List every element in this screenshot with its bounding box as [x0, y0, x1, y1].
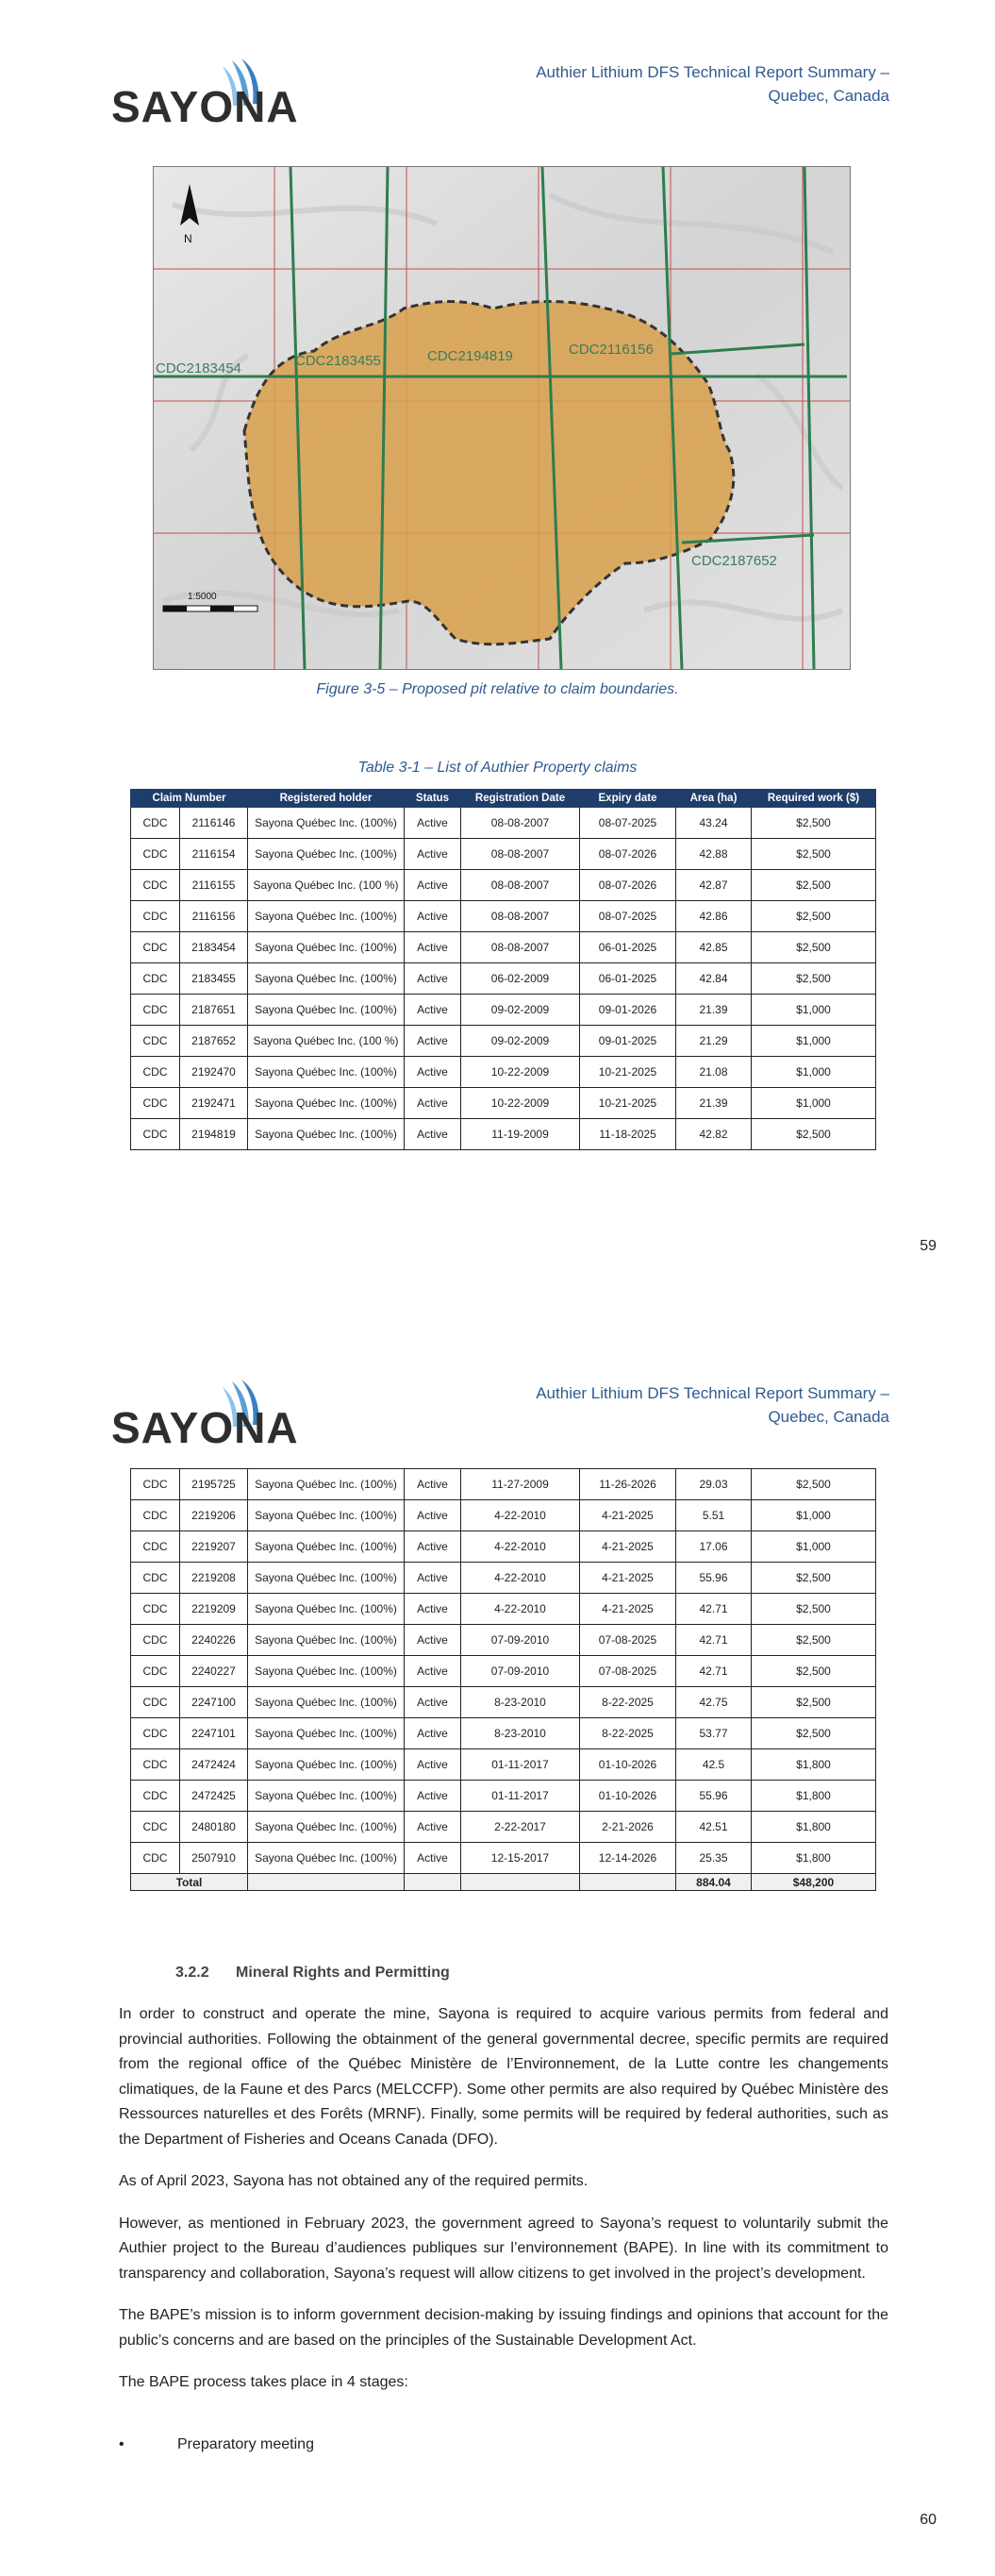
- table-row: [131, 1500, 876, 1531]
- table-row: [131, 1594, 876, 1625]
- table-row: [131, 963, 876, 995]
- required-work: $1,800: [752, 1843, 876, 1874]
- claim-label-2194819: CDC2194819: [427, 348, 513, 364]
- claim-prefix: CDC: [131, 1812, 180, 1843]
- area-ha: 42.86: [676, 901, 752, 932]
- claim-prefix: CDC: [131, 1531, 180, 1563]
- registration-date: 8-23-2010: [461, 1687, 580, 1718]
- required-work: $2,500: [752, 963, 876, 995]
- status: Active: [405, 1563, 461, 1594]
- status: Active: [405, 1843, 461, 1874]
- claim-number: 2183454: [180, 932, 248, 963]
- registered-holder: Sayona Québec Inc. (100%): [248, 1718, 405, 1749]
- expiry-date: 09-01-2026: [580, 995, 676, 1026]
- expiry-date: 08-07-2026: [580, 839, 676, 870]
- paragraph-status: As of April 2023, Sayona has not obtained any of the required permits.: [119, 2173, 589, 2189]
- claim-prefix: CDC: [131, 1088, 180, 1119]
- required-work: $2,500: [752, 1563, 876, 1594]
- status: Active: [405, 1088, 461, 1119]
- required-work: $2,500: [752, 901, 876, 932]
- claim-number: 2472425: [180, 1781, 248, 1812]
- registration-date: 01-11-2017: [461, 1781, 580, 1812]
- claim-prefix: CDC: [131, 1749, 180, 1781]
- claim-prefix: CDC: [131, 963, 180, 995]
- claim-label-2187652: CDC2187652: [691, 553, 777, 569]
- table-row: [131, 808, 876, 839]
- claim-number: 2192471: [180, 1088, 248, 1119]
- registered-holder: Sayona Québec Inc. (100%): [248, 963, 405, 995]
- status: Active: [405, 1687, 461, 1718]
- table-row: [131, 1687, 876, 1718]
- required-work: $1,000: [752, 995, 876, 1026]
- table-row: [131, 1088, 876, 1119]
- registered-holder: Sayona Québec Inc. (100%): [248, 1843, 405, 1874]
- required-work: $2,500: [752, 1656, 876, 1687]
- area-ha: 42.71: [676, 1594, 752, 1625]
- registration-date: 09-02-2009: [461, 1026, 580, 1057]
- status: Active: [405, 1749, 461, 1781]
- claim-prefix: CDC: [131, 1625, 180, 1656]
- required-work: $2,500: [752, 1119, 876, 1150]
- status: Active: [405, 1781, 461, 1812]
- report-title-line1: Authier Lithium DFS Technical Report Summary –: [536, 63, 889, 81]
- col-registration-date: Registration Date: [461, 790, 580, 808]
- expiry-date: 01-10-2026: [580, 1749, 676, 1781]
- registered-holder: Sayona Québec Inc. (100%): [248, 1057, 405, 1088]
- required-work: $2,500: [752, 1594, 876, 1625]
- col-claim-number: Claim Number: [131, 790, 248, 808]
- expiry-date: 8-22-2025: [580, 1687, 676, 1718]
- area-ha: 25.35: [676, 1843, 752, 1874]
- claim-number: 2247101: [180, 1718, 248, 1749]
- claim-prefix: CDC: [131, 1656, 180, 1687]
- claim-prefix: CDC: [131, 1718, 180, 1749]
- claim-label-2116156: CDC2116156: [569, 342, 654, 358]
- paragraph-bape-mission: The BAPE’s mission is to inform government decision-making by issuing findings and opinions that account for the public’s concerns and are based on the principles of the Sustainable Development Act.: [119, 2307, 888, 2349]
- registration-date: 07-09-2010: [461, 1625, 580, 1656]
- table-row: [131, 870, 876, 901]
- table-row: [131, 1812, 876, 1843]
- status: Active: [405, 870, 461, 901]
- north-label: N: [184, 232, 192, 245]
- registered-holder: Sayona Québec Inc. (100%): [248, 1469, 405, 1500]
- registration-date: 4-22-2010: [461, 1531, 580, 1563]
- table-row: [131, 1026, 876, 1057]
- claim-number: 2187652: [180, 1026, 248, 1057]
- status: Active: [405, 1718, 461, 1749]
- paragraph-bape-request: However, as mentioned in February 2023, the government agreed to Sayona’s request to voluntarily submit the Authier project to the Bureau d’audiences publiques sur l’environnement (BAPE). In line with its commitment to transparency and collaboration, Sayona’s request will allow citizens to get involved in the project’s development.: [119, 2215, 888, 2282]
- status: Active: [405, 1625, 461, 1656]
- figure-caption: Figure 3-5 – Proposed pit relative to claim boundaries.: [316, 681, 679, 697]
- expiry-date: 08-07-2026: [580, 870, 676, 901]
- bullet-icon: •: [119, 2436, 124, 2452]
- area-ha: 53.77: [676, 1718, 752, 1749]
- registered-holder: Sayona Québec Inc. (100%): [248, 808, 405, 839]
- claims-body-page1: [131, 808, 876, 1150]
- table-row: [131, 1469, 876, 1500]
- registered-holder: Sayona Québec Inc. (100%): [248, 1781, 405, 1812]
- scale-label: 1:5000: [188, 592, 217, 602]
- claim-prefix: CDC: [131, 901, 180, 932]
- registered-holder: Sayona Québec Inc. (100%): [248, 901, 405, 932]
- registered-holder: Sayona Québec Inc. (100%): [248, 1687, 405, 1718]
- claim-number: 2219209: [180, 1594, 248, 1625]
- total-area: 884.04: [676, 1874, 752, 1891]
- table-row: [131, 1843, 876, 1874]
- registration-date: 2-22-2017: [461, 1812, 580, 1843]
- registration-date: 4-22-2010: [461, 1563, 580, 1594]
- claim-number: 2194819: [180, 1119, 248, 1150]
- required-work: $1,000: [752, 1057, 876, 1088]
- claim-prefix: CDC: [131, 1843, 180, 1874]
- required-work: $1,000: [752, 1500, 876, 1531]
- expiry-date: 10-21-2025: [580, 1088, 676, 1119]
- table-row: [131, 1656, 876, 1687]
- claim-prefix: CDC: [131, 1469, 180, 1500]
- registered-holder: Sayona Québec Inc. (100%): [248, 1594, 405, 1625]
- area-ha: 42.71: [676, 1656, 752, 1687]
- claim-number: 2195725: [180, 1469, 248, 1500]
- report-title: [493, 60, 889, 108]
- claim-number: 2240227: [180, 1656, 248, 1687]
- area-ha: 21.39: [676, 1088, 752, 1119]
- claim-number: 2219207: [180, 1531, 248, 1563]
- registration-date: 4-22-2010: [461, 1594, 580, 1625]
- status: Active: [405, 1057, 461, 1088]
- expiry-date: 08-07-2025: [580, 901, 676, 932]
- required-work: $2,500: [752, 1687, 876, 1718]
- required-work: $2,500: [752, 1718, 876, 1749]
- expiry-date: 10-21-2025: [580, 1057, 676, 1088]
- report-title-line1: Authier Lithium DFS Technical Report Summary –: [536, 1384, 889, 1402]
- claim-prefix: CDC: [131, 808, 180, 839]
- col-required-work: Required work ($): [752, 790, 876, 808]
- status: Active: [405, 1026, 461, 1057]
- claim-prefix: CDC: [131, 1057, 180, 1088]
- required-work: $2,500: [752, 870, 876, 901]
- table-header-row: [131, 790, 876, 808]
- status: Active: [405, 901, 461, 932]
- claim-prefix: CDC: [131, 1687, 180, 1718]
- required-work: $2,500: [752, 1469, 876, 1500]
- col-registered-holder: Registered holder: [248, 790, 405, 808]
- report-title-line2: Quebec, Canada: [768, 87, 889, 105]
- registered-holder: Sayona Québec Inc. (100 %): [248, 1026, 405, 1057]
- claim-prefix: CDC: [131, 1500, 180, 1531]
- table-row: [131, 839, 876, 870]
- page-60: [0, 1321, 995, 2576]
- expiry-date: 07-08-2025: [580, 1656, 676, 1687]
- registration-date: 10-22-2009: [461, 1088, 580, 1119]
- table-row: [131, 1625, 876, 1656]
- claim-prefix: CDC: [131, 1594, 180, 1625]
- claim-number: 2116156: [180, 901, 248, 932]
- claims-body-page2: [131, 1469, 876, 1874]
- section-number: 3.2.2: [175, 1965, 209, 1981]
- table-row: [131, 1531, 876, 1563]
- expiry-date: 07-08-2025: [580, 1625, 676, 1656]
- col-status: Status: [405, 790, 461, 808]
- registered-holder: Sayona Québec Inc. (100%): [248, 995, 405, 1026]
- claim-prefix: CDC: [131, 1026, 180, 1057]
- registered-holder: Sayona Québec Inc. (100%): [248, 1749, 405, 1781]
- table-row: [131, 1563, 876, 1594]
- list-item: [119, 2436, 314, 2453]
- logo-wordmark: SAYONA: [111, 82, 299, 131]
- claim-number: 2187651: [180, 995, 248, 1026]
- status: Active: [405, 1500, 461, 1531]
- status: Active: [405, 1656, 461, 1687]
- registered-holder: Sayona Québec Inc. (100%): [248, 1088, 405, 1119]
- expiry-date: 4-21-2025: [580, 1594, 676, 1625]
- expiry-date: 4-21-2025: [580, 1563, 676, 1594]
- required-work: $1,800: [752, 1812, 876, 1843]
- status: Active: [405, 1594, 461, 1625]
- area-ha: 42.85: [676, 932, 752, 963]
- status: Active: [405, 1531, 461, 1563]
- section-title: Mineral Rights and Permitting: [236, 1965, 450, 1981]
- claim-prefix: CDC: [131, 932, 180, 963]
- registered-holder: Sayona Québec Inc. (100%): [248, 1625, 405, 1656]
- area-ha: 42.51: [676, 1812, 752, 1843]
- table-row: [131, 1119, 876, 1150]
- status: Active: [405, 1812, 461, 1843]
- registration-date: 09-02-2009: [461, 995, 580, 1026]
- col-expiry-date: Expiry date: [580, 790, 676, 808]
- registered-holder: Sayona Québec Inc. (100 %): [248, 870, 405, 901]
- table-caption: Table 3-1 – List of Authier Property claims: [357, 760, 638, 776]
- registered-holder: Sayona Québec Inc. (100%): [248, 1531, 405, 1563]
- page-number: 60: [920, 2512, 937, 2528]
- total-required-work: $48,200: [752, 1874, 876, 1891]
- registration-date: 06-02-2009: [461, 963, 580, 995]
- expiry-date: 06-01-2025: [580, 932, 676, 963]
- claim-prefix: CDC: [131, 1781, 180, 1812]
- expiry-date: 4-21-2025: [580, 1500, 676, 1531]
- registration-date: 11-19-2009: [461, 1119, 580, 1150]
- registration-date: 07-09-2010: [461, 1656, 580, 1687]
- claim-prefix: CDC: [131, 1119, 180, 1150]
- area-ha: 42.75: [676, 1687, 752, 1718]
- table-total-row: [131, 1874, 876, 1891]
- claim-label-2183455: CDC2183455: [295, 353, 381, 369]
- claims-table-page2: [130, 1468, 876, 1891]
- table-row: [131, 1781, 876, 1812]
- expiry-date: 11-18-2025: [580, 1119, 676, 1150]
- table-row: [131, 995, 876, 1026]
- paragraph-permits: In order to construct and operate the mine, Sayona is required to acquire various permits from federal and provincial authorities. Following the obtainment of the general governmental decree, specific permits are required from the regional office of the Québec Ministère de l’Environnement, de la Lutte contre les changements climatiques, de la Faune et des Parcs (MELCCFP). Some other permits are also required by Québec Ministère des Ressources naturelles et des Forêts (MRNF). Finally, some permits will be required by federal authorities, such as the Department of Fisheries and Oceans Canada (DFO).: [119, 2006, 888, 2148]
- report-title-line2: Quebec, Canada: [768, 1408, 889, 1426]
- registered-holder: Sayona Québec Inc. (100%): [248, 839, 405, 870]
- table-row: [131, 1749, 876, 1781]
- claim-label-2183454: CDC2183454: [156, 360, 241, 376]
- area-ha: 21.29: [676, 1026, 752, 1057]
- table-row: [131, 1718, 876, 1749]
- claim-prefix: CDC: [131, 870, 180, 901]
- claim-boundary-map: [153, 166, 851, 670]
- status: Active: [405, 808, 461, 839]
- area-ha: 55.96: [676, 1781, 752, 1812]
- area-ha: 5.51: [676, 1500, 752, 1531]
- claim-number: 2219206: [180, 1500, 248, 1531]
- claim-prefix: CDC: [131, 1563, 180, 1594]
- registration-date: 08-08-2007: [461, 808, 580, 839]
- registration-date: 12-15-2017: [461, 1843, 580, 1874]
- registered-holder: Sayona Québec Inc. (100%): [248, 1563, 405, 1594]
- claim-number: 2183455: [180, 963, 248, 995]
- claim-number: 2247100: [180, 1687, 248, 1718]
- expiry-date: 12-14-2026: [580, 1843, 676, 1874]
- expiry-date: 4-21-2025: [580, 1531, 676, 1563]
- required-work: $2,500: [752, 808, 876, 839]
- area-ha: 42.87: [676, 870, 752, 901]
- claim-number: 2507910: [180, 1843, 248, 1874]
- registered-holder: Sayona Québec Inc. (100%): [248, 1656, 405, 1687]
- col-area: Area (ha): [676, 790, 752, 808]
- registration-date: 08-08-2007: [461, 901, 580, 932]
- area-ha: 55.96: [676, 1563, 752, 1594]
- expiry-date: 2-21-2026: [580, 1812, 676, 1843]
- registration-date: 10-22-2009: [461, 1057, 580, 1088]
- expiry-date: 08-07-2025: [580, 808, 676, 839]
- registration-date: 08-08-2007: [461, 870, 580, 901]
- claim-number: 2116154: [180, 839, 248, 870]
- area-ha: 42.5: [676, 1749, 752, 1781]
- sayona-logo: [111, 1378, 299, 1452]
- registered-holder: Sayona Québec Inc. (100%): [248, 1500, 405, 1531]
- claims-table-page1: [130, 789, 876, 1150]
- status: Active: [405, 963, 461, 995]
- registration-date: 8-23-2010: [461, 1718, 580, 1749]
- claim-number: 2480180: [180, 1812, 248, 1843]
- area-ha: 29.03: [676, 1469, 752, 1500]
- registered-holder: Sayona Québec Inc. (100%): [248, 1812, 405, 1843]
- area-ha: 42.88: [676, 839, 752, 870]
- bullet-text: Preparatory meeting: [177, 2436, 314, 2452]
- registration-date: 4-22-2010: [461, 1500, 580, 1531]
- status: Active: [405, 1469, 461, 1500]
- claim-number: 2472424: [180, 1749, 248, 1781]
- total-label: Total: [131, 1874, 248, 1891]
- required-work: $1,800: [752, 1781, 876, 1812]
- registration-date: 11-27-2009: [461, 1469, 580, 1500]
- expiry-date: 01-10-2026: [580, 1781, 676, 1812]
- expiry-date: 09-01-2025: [580, 1026, 676, 1057]
- table-row: [131, 932, 876, 963]
- status: Active: [405, 1119, 461, 1150]
- required-work: $1,000: [752, 1026, 876, 1057]
- area-ha: 17.06: [676, 1531, 752, 1563]
- status: Active: [405, 839, 461, 870]
- status: Active: [405, 995, 461, 1026]
- registration-date: 08-08-2007: [461, 932, 580, 963]
- registered-holder: Sayona Québec Inc. (100%): [248, 932, 405, 963]
- area-ha: 21.39: [676, 995, 752, 1026]
- claim-number: 2219208: [180, 1563, 248, 1594]
- claim-number: 2192470: [180, 1057, 248, 1088]
- registered-holder: Sayona Québec Inc. (100%): [248, 1119, 405, 1150]
- claim-number: 2240226: [180, 1625, 248, 1656]
- claim-prefix: CDC: [131, 995, 180, 1026]
- expiry-date: 8-22-2025: [580, 1718, 676, 1749]
- sayona-logo: [111, 57, 299, 131]
- section-heading: [175, 1965, 450, 1982]
- required-work: $1,000: [752, 1531, 876, 1563]
- required-work: $2,500: [752, 932, 876, 963]
- claim-prefix: CDC: [131, 839, 180, 870]
- table-row: [131, 901, 876, 932]
- required-work: $1,800: [752, 1749, 876, 1781]
- status: Active: [405, 932, 461, 963]
- required-work: $2,500: [752, 839, 876, 870]
- required-work: $2,500: [752, 1625, 876, 1656]
- claim-number: 2116155: [180, 870, 248, 901]
- logo-wordmark: SAYONA: [111, 1403, 299, 1452]
- area-ha: 42.71: [676, 1625, 752, 1656]
- area-ha: 21.08: [676, 1057, 752, 1088]
- expiry-date: 11-26-2026: [580, 1469, 676, 1500]
- area-ha: 42.82: [676, 1119, 752, 1150]
- paragraph-bape-stages: The BAPE process takes place in 4 stages:: [119, 2374, 408, 2390]
- expiry-date: 06-01-2025: [580, 963, 676, 995]
- section-body: [119, 2002, 888, 2413]
- map-graphic: [154, 167, 850, 669]
- registration-date: 01-11-2017: [461, 1749, 580, 1781]
- area-ha: 42.84: [676, 963, 752, 995]
- report-title: [493, 1381, 889, 1429]
- required-work: $1,000: [752, 1088, 876, 1119]
- registration-date: 08-08-2007: [461, 839, 580, 870]
- table-row: [131, 1057, 876, 1088]
- claim-number: 2116146: [180, 808, 248, 839]
- area-ha: 43.24: [676, 808, 752, 839]
- page-number: 59: [920, 1238, 937, 1254]
